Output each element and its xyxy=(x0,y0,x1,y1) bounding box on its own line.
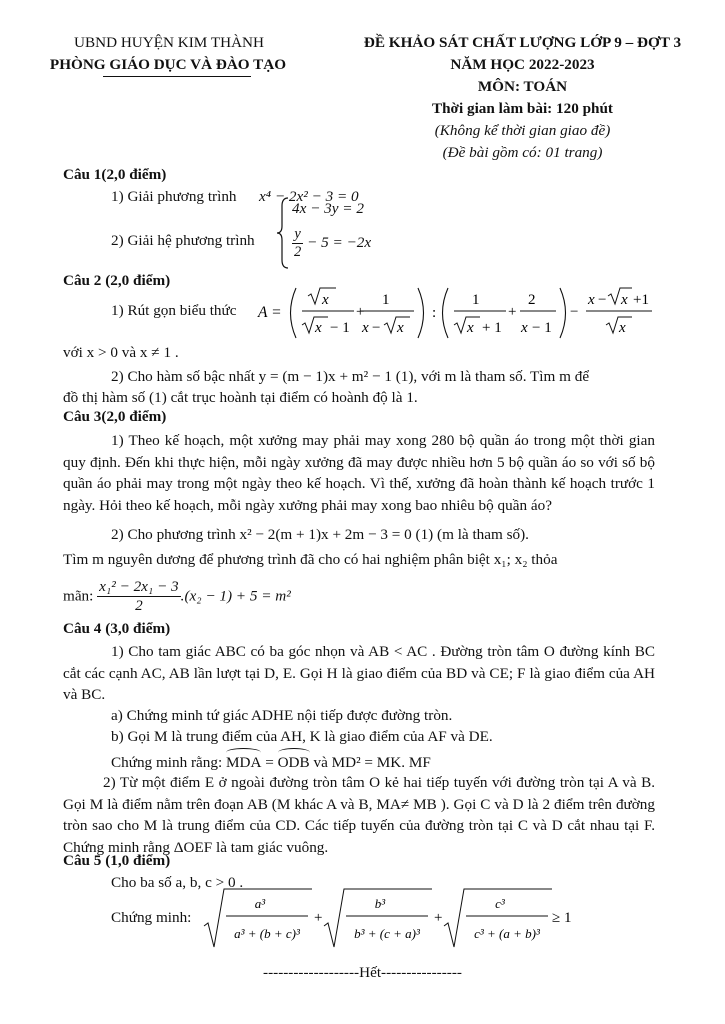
q5-prove-label: Chứng minh: xyxy=(111,909,192,926)
q1-sys-eq2-rest: − 5 = −2x xyxy=(303,233,372,251)
q5-title: Câu 5 (1,0 điểm) xyxy=(63,852,171,869)
svg-text:+: + xyxy=(508,304,517,320)
svg-text:x: x xyxy=(397,320,404,336)
q3-p2-line3 xyxy=(63,578,291,615)
q2-title: Câu 2 (2,0 điểm) xyxy=(63,272,171,289)
q2-condition: với x > 0 và x ≠ 1 . xyxy=(63,344,179,361)
q3-p2-rest: .(x₂ − 1) + 5 = m² xyxy=(180,587,291,605)
q3-p2-line2: Tìm m nguyên dương để phương trình đã cho có hai nghiệm phân biệt x₁; x₂ thỏa xyxy=(63,551,558,568)
svg-text:x: x xyxy=(619,320,626,336)
q4-p1b: b) Gọi M là trung điểm của AH, K là giao điểm của AF và DE. xyxy=(111,728,493,745)
subject: MÔN: TOÁN xyxy=(477,78,568,95)
q1-title: Câu 1(2,0 điểm) xyxy=(63,166,167,183)
q1-p1-eq: x⁴ − 2x² − 3 = 0 xyxy=(259,188,359,205)
q1-p1-text: 1) Giải phương trình xyxy=(111,188,237,205)
q3-frac-den: 2 xyxy=(135,597,143,614)
q2-p2-line1: 2) Cho hàm số bậc nhất y = (m − 1)x + m² − 1 (1), với m là tham số. Tìm m để xyxy=(111,368,590,385)
q5-line1: Cho ba số a, b, c > 0 . xyxy=(111,874,244,891)
svg-text:− 1: − 1 xyxy=(330,320,350,336)
school-year: NĂM HỌC 2022-2023 xyxy=(450,56,595,73)
q1-frac-den: 2 xyxy=(294,244,302,260)
q4-arc1: MDA xyxy=(225,754,262,771)
q4-p1: 1) Cho tam giác ABC có ba góc nhọn và AB < AC . Đường tròn tâm O đường kính BC cắt các cạnh AC, AB lần lượt tại D, E. Gọi H là giao điểm của BD và CE; F là giao điểm của AH và BC. xyxy=(63,643,655,703)
svg-text:+1: +1 xyxy=(633,292,649,308)
svg-text:−: − xyxy=(570,304,579,320)
svg-text:x: x xyxy=(362,320,369,336)
q3-p2-line1: 2) Cho phương trình x² − 2(m + 1)x + 2m − 3 = 0 (1) (m là tham số). xyxy=(111,526,529,543)
svg-text:x: x xyxy=(588,292,595,308)
q3-p1: 1) Theo kế hoạch, một xưởng may phải may xong 280 bộ quần áo trong một thời gian quy định. Đến khi thực hiện, mỗi ngày xưởng đã may được nhiều hơn 5 bộ quần áo so với số bộ quần áo phải may trong một ngày theo kế hoạch. Vì thế, xưởng đã hoàn thành kế hoạch trước 1 ngày. Hỏi theo kế hoạch, mỗi ngày xưởng phải may xong bao nhiêu bộ quần áo? xyxy=(63,432,655,514)
q5-plus-1: + xyxy=(314,910,323,926)
q5-num-a: a³ xyxy=(254,896,266,911)
svg-text:x: x xyxy=(315,320,322,336)
q4-arc2: ODB xyxy=(277,754,310,771)
q1-sys-eq2 xyxy=(292,226,371,261)
q4-title: Câu 4 (3,0 điểm) xyxy=(63,620,171,637)
q2-expr-A: A = xyxy=(258,304,282,321)
q2-p2-line2: đồ thị hàm số (1) cắt trục hoành tại điểm có hoành độ là 1. xyxy=(63,389,418,406)
svg-text:−: − xyxy=(598,292,607,308)
q1-p2-text: 2) Giải hệ phương trình xyxy=(111,232,255,249)
q5-den-c: c³ + (a + b)³ xyxy=(474,926,540,941)
q5-den-b: b³ + (c + a)³ xyxy=(354,926,420,941)
svg-text:1: 1 xyxy=(472,292,480,308)
svg-text:+: + xyxy=(356,304,365,320)
q4-p1b2-mid: và xyxy=(313,754,328,771)
svg-text:x: x xyxy=(467,320,474,336)
q3-frac-num: x₁² − 2x₁ − 3 xyxy=(99,578,179,595)
svg-text:2: 2 xyxy=(528,292,536,308)
q3-p2-prefix: mãn: xyxy=(63,587,94,605)
time-note: (Không kể thời gian giao đề) xyxy=(434,122,611,139)
org-underline xyxy=(103,76,251,77)
q3-title: Câu 3(2,0 điểm) xyxy=(63,408,167,425)
svg-text:+ 1: + 1 xyxy=(482,320,502,336)
q5-plus-2: + xyxy=(434,910,443,926)
q2-p1-text: 1) Rút gọn biểu thức xyxy=(111,302,237,319)
system-brace-icon xyxy=(276,196,290,270)
q2-expression xyxy=(256,284,656,342)
svg-text:x: x xyxy=(322,292,329,308)
q4-p1b2-prefix: Chứng minh rằng: xyxy=(111,754,223,771)
svg-text:−: − xyxy=(372,320,381,336)
q1-frac-num: y xyxy=(292,226,303,244)
end-marker: -------------------Hết---------------- xyxy=(263,964,462,981)
q4-p1a: a) Chứng minh tứ giác ADHE nội tiếp được đường tròn. xyxy=(111,707,453,724)
svg-text:1: 1 xyxy=(382,292,390,308)
q4-p1b2-rest: MD² = MK. MF xyxy=(331,754,431,771)
q5-ineq: ≥ 1 xyxy=(552,910,572,926)
q5-inequality xyxy=(200,886,580,952)
q5-den-a: a³ + (b + c)³ xyxy=(234,926,300,941)
svg-text:x: x xyxy=(521,320,528,336)
q5-num-b: b³ xyxy=(374,896,386,911)
q4-p2: 2) Từ một điểm E ở ngoài đường tròn tâm O kẻ hai tiếp tuyến với đường tròn tại A và B. Gọi M là điểm nằm trên đoạn AB (M khác A và B, MA≠ MB ). Gọi C và D là 2 điểm trên đường tròn sao cho M là trung điểm của CD. Các tiếp tuyến của đường tròn tại C và D cắt nhau tại F. Chứng minh rằng ΔOEF là tam giác vuông. xyxy=(63,774,655,856)
svg-text::: : xyxy=(432,305,437,321)
q5-num-c: c³ xyxy=(495,896,505,911)
svg-text:− 1: − 1 xyxy=(532,320,552,336)
q4-p1b2: Chứng minh rằng: MDA = ODB và MD² = MK. MF xyxy=(111,752,431,772)
duration: Thời gian làm bài: 120 phút xyxy=(431,100,613,117)
page-note: (Đề bài gồm có: 01 trang) xyxy=(442,144,603,161)
svg-text:x: x xyxy=(621,292,628,308)
exam-title: ĐỀ KHẢO SÁT CHẤT LƯỢNG LỚP 9 – ĐỢT 3 xyxy=(363,34,682,51)
org-line1: UBND HUYỆN KIM THÀNH xyxy=(74,34,264,51)
q1-sys-eq1: 4x − 3y = 2 xyxy=(292,200,364,217)
org-line2: PHÒNG GIÁO DỤC VÀ ĐÀO TẠO xyxy=(49,56,287,73)
